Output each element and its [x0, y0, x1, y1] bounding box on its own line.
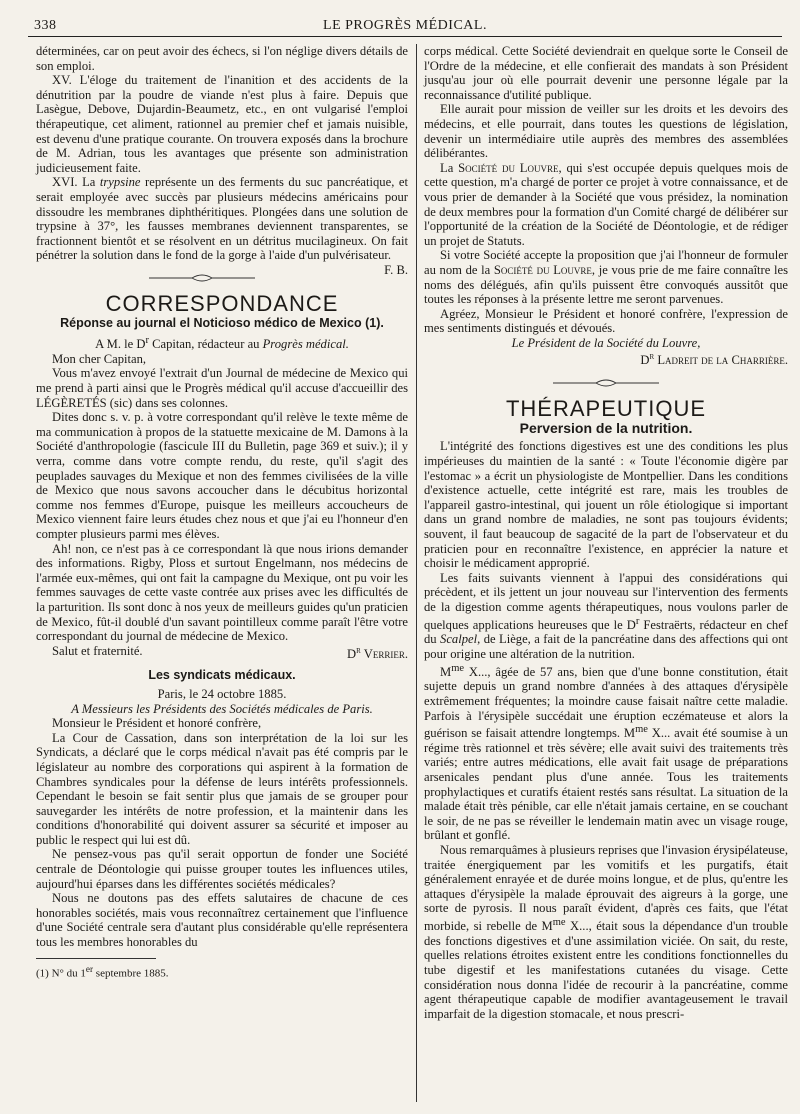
perversion-title: Perversion de la nutrition. [519, 419, 693, 436]
salutation: Mon cher Capitan, [52, 351, 147, 366]
paragraph: L'intégrité des fonctions digestives est une des conditions les plus impérieuses du maintien de la santé : « Toute l'économie digère par l'estomac » a écrit un physiologiste de Montpellier. Dans les conditions d'existence actuelle, cette intégrité est rare, mais les troubles de l'appareil gastro-intestinal, qui jouent un rôle étiologique si important dans un grand nombre de maladies, ne sont pas toujours évidents; souvent, il faut beaucoup de sagacité de la part de l'observateur et du praticien pour en reconnaître l'existence, en apprécier la nature et choisir le médicament approprié. [424, 439, 788, 571]
paragraph: Elle aurait pour mission de veiller sur les droits et les devoirs des médecins, et elle pourrait, dans toutes les questions de législation, devenir un intermédiaire utile auprès des membres des assemblées délibérantes. [424, 102, 788, 161]
paragraph: Nous ne doutons pas des effets salutaires de chacune de ces honorables sociétés, mais vous reconnaîtrez certainement que l'influence d'une Société centrale sera d'autant plus considérable qu'elle représentera tous les membres honorables du [36, 891, 408, 950]
response-title: Réponse au journal el Noticioso médico de Mexico (1). [60, 315, 384, 330]
signature: $D^r$ Verrier. [347, 644, 408, 661]
addressee: A Messieurs les Présidents des Sociétés médicales de Paris. [71, 701, 373, 716]
footnote-rule [36, 958, 156, 959]
paragraph: Ah! non, ce n'est pas à ce correspondant là que nous irions demander des informations. Rigby, Ploss et surtout Engelmann, nos médecins de l'armée eux-mêmes, qui ont fait la campagne du Mexique, ont pu voir les femmes sauvages de cette vaste contrée aux prises avec les difficultés de la parturition. Ils sont donc à nos yeux de meilleurs guides qu'un praticien de Mexico, fût-il doublé d'un savant pointilleux comme paraît l'être votre correspondant du journal de médecine de Mexico. [36, 541, 408, 644]
paragraph: La Société du Louvre, qui s'est occupée depuis quelques mois de cette question, m'a chargé de porter ce projet à votre connaissance, et de vous prier de demander à la Société que vous présidez, la nomination de deux membres pour la formation d'un Comité chargé de délibérer sur l'opportunité de la création de la Société de Déontologie, et de rédiger un projet de Statuts. [424, 160, 789, 248]
closing: Salut et fraternité. $D^r$ Verrier. [52, 643, 408, 661]
signature: $D^r$ Ladreit de la Charrière. [640, 351, 788, 368]
paragraph: Vous m'avez envoyé l'extrait d'un Journal de médecine de Mexico qui me prend à parti ainsi que le Progrès médical qu'il accuse d'accueillir des LÉGÈRETÉS (sic) dans ses colonnes. [36, 366, 408, 410]
signature-title: Le Président de la Société du Louvre, [511, 335, 701, 350]
salutation: Monsieur le Président et honoré confrère, [52, 716, 262, 731]
paragraph: déterminées, car on peut avoir des échecs, si l'on néglige divers détails de son emploi. [36, 44, 408, 73]
paragraph: Dites donc s. v. p. à votre correspondant qu'il relève le texte même de ma communication à propos de la statuette mexicaine de M. Damons à la Société d'anthropologie (fascicule III du Bulletin, page 369 et suiv.); il y verra, comme dans votre compte rendu, du reste, qu'il s'agit des peuplades sauvages du Mexique et non des femmes civilisées de la ville de Mexico que nous savons accoucher dans le décubitus horizontal comme nos femmes d'Europe, puisque les meilleurs accoucheurs de Mexico viennent faire leurs études chez nous et que j'ai eu l'honneur d'en compter plusieurs parmi mes élèves. [36, 410, 408, 541]
paragraph: Les faits suivants viennent à l'appui des considérations qui précèdent, et ils jettent un jour nouveau sur l'intervention des ferments de la digestion comme agents thérapeutiques, nous voulons parler de quelques applications heureuses que le $D^r$ Festraërts, rédacteur en chef du Scalpel, de Liège, a fait de la pancréatine dans des affections qui ont pour origine une altération de la nutrition. [424, 570, 788, 661]
page-header [28, 14, 782, 37]
right-column [424, 44, 788, 1021]
paragraph: Si votre Société accepte la proposition que j'ai l'honneur de formuler au nom de la Société du Louvre, je vous prie de me faire connaître les noms des délégués, afin qu'ils puissent être convoqués aussitôt que toutes les réponses à la présente lettre me seront parvenues. [424, 248, 788, 307]
journal-title: LE PROGRÈS MÉDICAL. [323, 18, 487, 33]
paragraph: Agréez, Monsieur le Président et honoré confrère, l'expression de mes sentiments distingués et dévoués. [424, 306, 788, 336]
ornament-rule [147, 273, 257, 283]
paragraph: Nous remarquâmes à plusieurs reprises que l'invasion érysipélateuse, traitée énergiquement par les vomitifs et les purgatifs, était généralement enrayée et de durée moins longue, et de plus, qu'entre les attaques d'érysipèle la malade éprouvait des aigreurs à la gorge, une sorte de pyrosis. Il nous paraît évident, d'après ces faits, que l'état morbide, si rebelle de $M^{me}$ X..., était sous la dépendance d'un trouble des fonctions digestives et d'une assimilation viciée. On sait, du reste, quelles relations étroites existent entre les conditions fonctionnelles du tube digestif et les manifestations cutanées du visage. Cette considération nous donna l'idée de recourir à la pancréatine, comme agent thérapeutique capable de modifier avantageusement le travail imparfait de la digestion stomacale, et nous prescri- [424, 843, 788, 1021]
dateline: Paris, le 24 octobre 1885. [157, 686, 287, 701]
paragraph: XVI. La trypsine représente un des ferments du suc pancréatique, et serait employée avec succès par plusieurs médecins américains pour dissoudre les membranes diphthéritiques. Plongées dans une solution de trypsine à 37°, les fausses membranes deviennent transparentes, se fractionnent bientôt et se résolvent en un détritus mucilagineux. On fait pénétrer la solution dans le fond de la gorge à l'aide d'un pulvérisateur. F. B. [36, 175, 408, 277]
section-title-correspondance: CORRESPONDANCE [105, 290, 339, 316]
paragraph: Ne pensez-vous pas qu'il serait opportun de fonder une Société centrale de Déontologie qui puisse grouper toutes les influences utiles, aujourd'hui éparses dans les différentes sociétés médicales? [36, 847, 408, 891]
paragraph: $M^{me}$ X..., âgée de 57 ans, bien que d'une bonne constitution, était sujette depuis un grand nombre d'années à des attaques d'érysipèle extrêmement fréquentes; la moindre cause faisait naître cette maladie. Parfois à l'érysipèle succédait une éruption eczémateuse et alors la guérison se faisait attendre longtemps. $M^{me}$ X... avait été soumise à un régime très rationnel et très sévère; elle avait suivi des traitements très variés; entre autres médications, elle avait fait usage de préparations arsenicales pendant plus d'une année. Tous les traitements prophylactiques et curatifs étaient restés sans résultat. La situation de la malade était très pénible, car elle n'était jamais certaine, en se couchant le soir, de ne pas se réveiller le lendemain matin avec un visage rouge, brûlant et gonflé. [424, 662, 788, 843]
section-title-therapeutique: THÉRAPEUTIQUE [505, 396, 707, 422]
page-number: 338 [34, 18, 57, 33]
author-initials: F. B. [384, 262, 408, 277]
column-divider [416, 44, 417, 1102]
syndicats-title: Les syndicats médicaux. [148, 668, 296, 683]
left-column [36, 44, 408, 980]
paragraph: La Cour de Cassation, dans son interprétation de la loi sur les Syndicats, a déclaré que le corps médical n'avait pas été compris par le législateur au nombre des corporations qui aspirent à la formation de Chambres syndicales pour la défense de leurs intérêts professionnels. Cependant le besoin se fait sentir plus que jamais de se grouper pour sauvegarder les intérêts de notre profession, et la maintenir dans les conditions d'honorabilité qui doivent assurer sa sécurité et imposer au public le respect qui lui est dû. [36, 730, 408, 847]
paragraph: corps médical. Cette Société deviendrait en quelque sorte le Conseil de l'Ordre de la médecine, et elle confierait des mandats à son Président jusqu'au jour où elle pourrait devenir une personne légale par la reconnaissance d'utilité publique. [424, 44, 788, 102]
letter-address: A M. le $D^r$ Capitan, rédacteur au Progrès médical. [95, 335, 349, 352]
paragraph: XV. L'éloge du traitement de l'inanition et des accidents de la dénutrition par la poudre de viande n'est plus à faire. Depuis que Lasègue, Debove, Dujardin-Beaumetz, etc., en ont vulgarisé l'emploi thérapeutique, cet aliment, rationnel au premier chef et jamais nuisible, est devenu d'une pratique courante. On trouvera exposés dans la brochure de M. Adrian, tous les avantages que présente son administration judicieusement faite. [36, 73, 408, 175]
ornament-rule [551, 378, 661, 388]
footnote: (1) N° du 1er septembre 1885. [36, 963, 169, 980]
